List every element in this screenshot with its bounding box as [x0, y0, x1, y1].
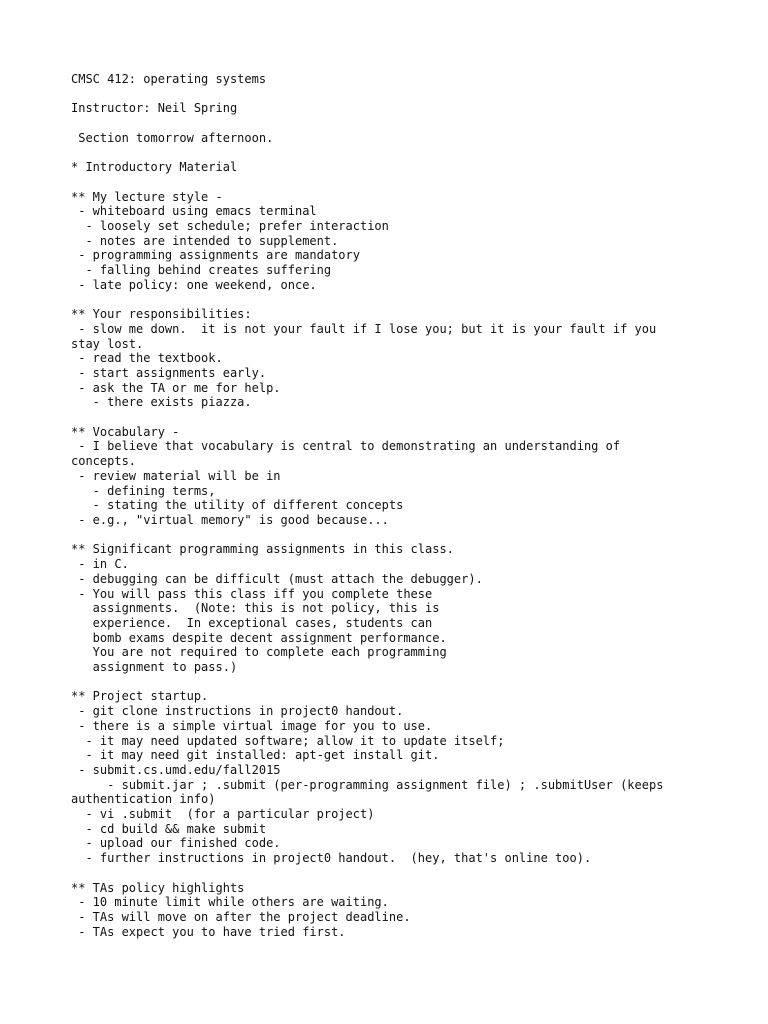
text-line: assignments. (Note: this is not policy, this is: [71, 601, 440, 616]
text-line: CMSC 412: operating systems: [71, 72, 267, 86]
text-line: [71, 866, 711, 881]
text-line: [71, 675, 711, 690]
text-line: - upload our finished code.: [71, 836, 281, 851]
text-line: ** TAs policy highlights: [71, 880, 245, 895]
text-line: - notes are intended to supplement.: [71, 233, 339, 248]
text-line: - there is a simple virtual image for you to use.: [71, 718, 433, 733]
text-line: ** Significant programming assignments in this class.: [71, 542, 454, 557]
text-line: - TAs will move on after the project deadline.: [71, 909, 411, 924]
text-line: - submit.cs.umd.edu/fall2015: [71, 762, 281, 777]
text-line: - programming assignments are mandatory: [71, 248, 360, 263]
text-line: [71, 116, 711, 131]
text-line: - there exists piazza.: [71, 395, 252, 410]
text-line: - You will pass this class iff you complete these: [71, 586, 433, 601]
text-line: ** Vocabulary -: [71, 424, 180, 439]
text-line: assignment to pass.): [71, 660, 238, 675]
text-line: - it may need git installed: apt-get install git.: [71, 748, 440, 763]
text-line: [71, 292, 711, 307]
text-line: - cd build && make submit: [71, 821, 267, 836]
text-line: - e.g., "virtual memory" is good because...: [71, 513, 389, 527]
text-line: - further instructions in project0 handout. (hey, that's online too).: [71, 851, 592, 866]
text-line: - defining terms,: [71, 483, 216, 498]
text-line: - 10 minute limit while others are waiting.: [71, 895, 389, 910]
text-line: experience. In exceptional cases, students can: [71, 615, 433, 630]
text-line: [71, 410, 711, 425]
text-line: authentication info): [71, 792, 216, 807]
text-line: - it may need updated software; allow it to update itself;: [71, 733, 505, 748]
text-line: [71, 175, 711, 190]
text-line: - late policy: one weekend, once.: [71, 277, 317, 292]
text-line: [71, 145, 711, 160]
text-line: - git clone instructions in project0 handout.: [71, 704, 404, 719]
text-line: ** Project startup.: [71, 689, 209, 704]
text-line: Section tomorrow afternoon.: [71, 130, 274, 145]
text-line: Instructor: Neil Spring: [71, 101, 238, 116]
text-line: - vi .submit (for a particular project): [71, 807, 375, 822]
text-line: - read the textbook.: [71, 351, 223, 366]
text-line: - I believe that vocabulary is central to demonstrating an understanding of: [71, 439, 621, 454]
text-line: - review material will be in: [71, 468, 281, 483]
text-line: - slow me down. it is not your fault if I lose you; but it is your fault if you: [71, 321, 657, 336]
text-line: bomb exams despite decent assignment performance.: [71, 630, 447, 645]
text-line: [71, 87, 711, 102]
text-line: ** Your responsibilities:: [71, 307, 252, 322]
text-line: - loosely set schedule; prefer interaction: [71, 218, 389, 233]
document-body: [71, 72, 711, 939]
text-line: You are not required to complete each programming: [71, 645, 447, 660]
text-line: [71, 528, 711, 543]
text-line: stay lost.: [71, 336, 144, 351]
text-line: - debugging can be difficult (must attach the debugger).: [71, 571, 483, 586]
text-line: - TAs expect you to have tried first.: [71, 924, 346, 939]
text-line: - stating the utility of different concepts: [71, 498, 404, 513]
text-line: - start assignments early.: [71, 365, 267, 380]
text-line: * Introductory Material: [71, 160, 238, 175]
text-line: - whiteboard using emacs terminal: [71, 204, 317, 219]
text-line: - ask the TA or me for help.: [71, 380, 281, 395]
text-line: - submit.jar ; .submit (per-programming assignment file) ; .submitUser (keeps: [71, 777, 664, 792]
text-line: - in C.: [71, 557, 129, 572]
text-line: - falling behind creates suffering: [71, 263, 332, 278]
text-line: ** My lecture style -: [71, 189, 223, 204]
text-line: concepts.: [71, 454, 137, 469]
